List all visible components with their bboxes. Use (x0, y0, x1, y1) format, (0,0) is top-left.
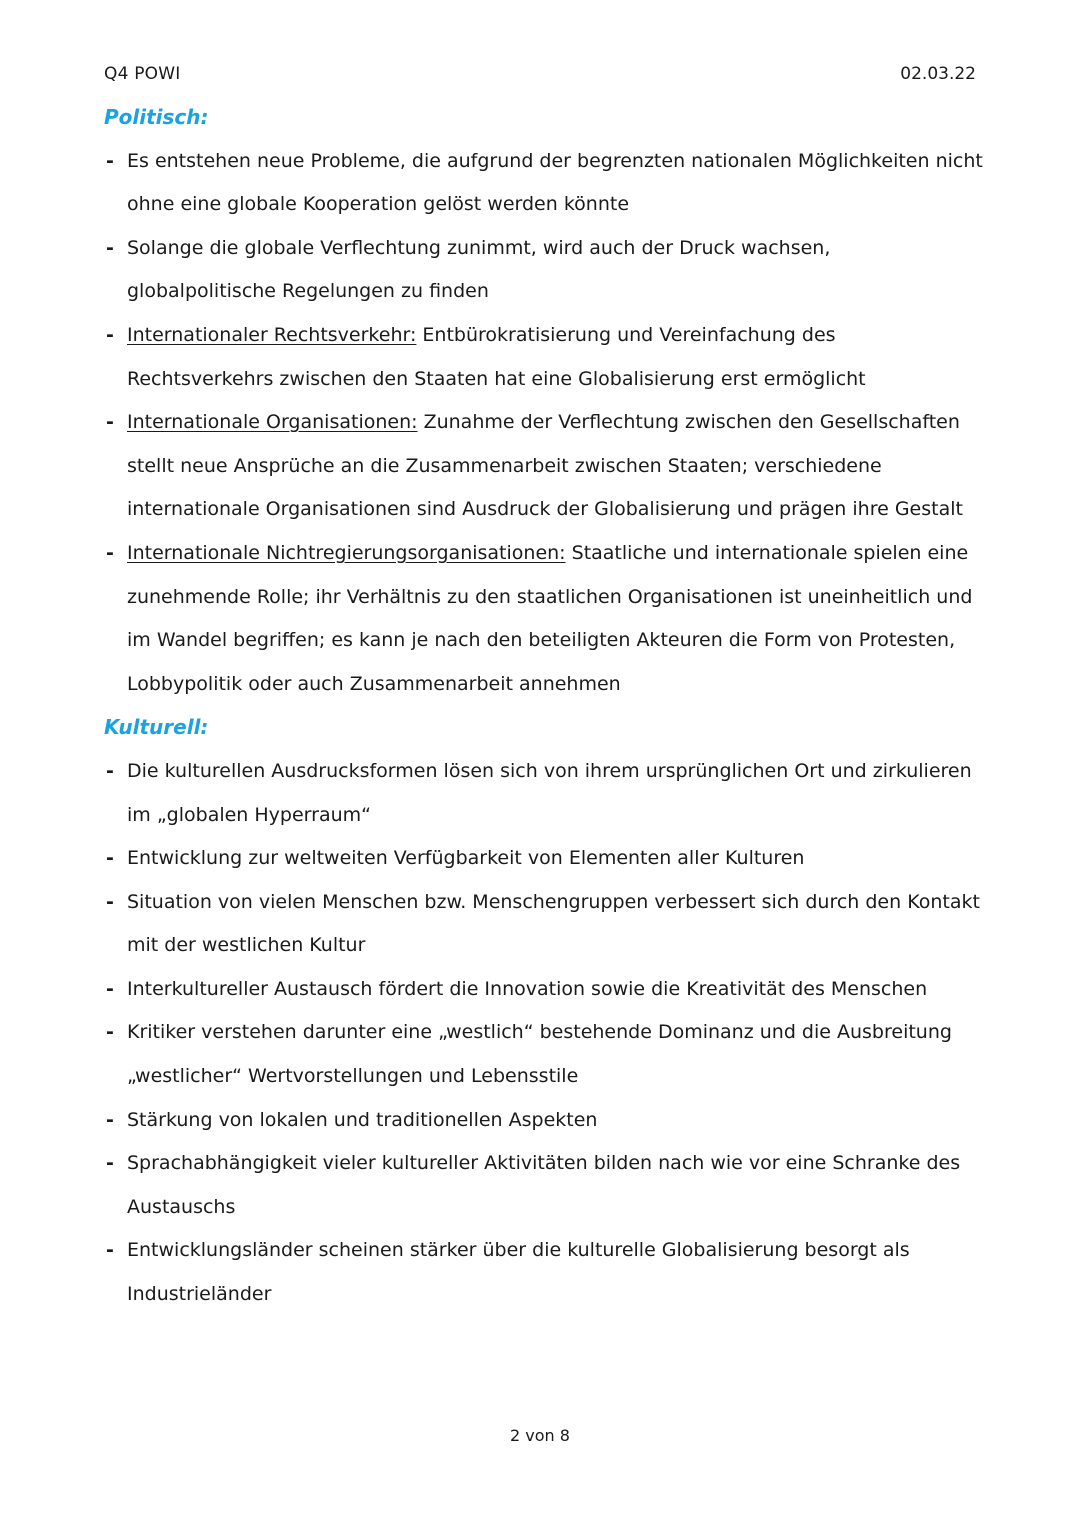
dash-bullet-icon: - (106, 1108, 114, 1131)
dash-bullet-icon: - (106, 411, 114, 434)
list-item (104, 1229, 984, 1316)
list-item (104, 401, 984, 532)
list-item (104, 881, 984, 968)
list-item (104, 227, 984, 314)
list-item (104, 314, 984, 401)
item-text: Situation von vielen Menschen bzw. Menschengruppen verbessert sich durch den Kontakt mit der westlichen Kultur (127, 890, 980, 957)
dash-bullet-icon: - (106, 759, 114, 782)
list-item (104, 837, 984, 881)
item-term: Internationale Organisationen: (127, 411, 418, 434)
item-text: Es entstehen neue Probleme, die aufgrund der begrenzten nationalen Möglichkeiten nicht ohne eine globale Kooperation gelöst werden könnte (127, 149, 983, 216)
dash-bullet-icon: - (106, 149, 114, 172)
item-text: Zunahme der Verflechtung zwischen den Gesellschaften stellt neue Ansprüche an die Zusammenarbeit zwischen Staaten; verschiedene internationale Organisationen sind Ausdruck der Globalisierung und prägen ihre Gestalt (127, 411, 963, 521)
item-text: Entwicklung zur weltweiten Verfügbarkeit von Elementen aller Kulturen (127, 847, 805, 870)
list-item (104, 750, 984, 837)
dash-bullet-icon: - (106, 1021, 114, 1044)
dash-bullet-icon: - (106, 541, 114, 564)
item-text: Kritiker verstehen darunter eine „westlich“ bestehende Dominanz und die Ausbreitung „westlicher“ Wertvorstellungen und Lebensstile (127, 1021, 952, 1088)
dash-bullet-icon: - (106, 977, 114, 1000)
item-text: Entbürokratisierung und Vereinfachung des Rechtsverkehrs zwischen den Staaten hat eine Globalisierung erst ermöglicht (127, 323, 866, 390)
page-number: 2 von 8 (510, 1426, 570, 1445)
list-item (104, 532, 984, 706)
item-text: Staatliche und internationale spielen eine zunehmende Rolle; ihr Verhältnis zu den staatlichen Organisationen ist uneinheitlich und im Wandel begriffen; es kann je nach den beteiligten Akteuren die Form von Protesten, Lobbypolitik oder auch Zusammenarbeit annehmen (127, 541, 973, 695)
dash-bullet-icon: - (106, 847, 114, 870)
item-term: Internationaler Rechtsverkehr: (127, 323, 417, 346)
item-text: Die kulturellen Ausdrucksformen lösen sich von ihrem ursprünglichen Ort und zirkulieren im „globalen Hyperraum“ (127, 759, 972, 826)
list-item (104, 140, 984, 227)
section-heading-kulturell: Kulturell: (104, 715, 209, 740)
item-term: Internationale Nichtregierungsorganisationen: (127, 541, 566, 564)
document-body (104, 96, 984, 1317)
list-item (104, 1142, 984, 1229)
section-heading-politisch: Politisch: (104, 105, 209, 129)
dash-bullet-icon: - (106, 323, 114, 346)
page-header-date: 02.03.22 (900, 64, 976, 84)
list-item (104, 1011, 984, 1098)
dash-bullet-icon: - (106, 1239, 114, 1262)
dash-bullet-icon: - (106, 236, 114, 259)
item-text: Interkultureller Austausch fördert die Innovation sowie die Kreativität des Menschen (127, 977, 928, 1000)
item-text: Solange die globale Verflechtung zunimmt, wird auch der Druck wachsen, globalpolitische Regelungen zu finden (127, 236, 831, 303)
bullet-list-politisch (104, 140, 984, 707)
dash-bullet-icon: - (106, 1152, 114, 1175)
page-header-left: Q4 POWI (104, 64, 181, 84)
list-item (104, 968, 984, 1012)
item-text: Stärkung von lokalen und traditionellen Aspekten (127, 1108, 598, 1131)
list-item (104, 1099, 984, 1143)
bullet-list-kulturell (104, 750, 984, 1317)
dash-bullet-icon: - (106, 890, 114, 913)
item-text: Entwicklungsländer scheinen stärker über die kulturelle Globalisierung besorgt als Industrieländer (127, 1239, 910, 1306)
item-text: Sprachabhängigkeit vieler kultureller Aktivitäten bilden nach wie vor eine Schranke des Austauschs (127, 1152, 961, 1218)
